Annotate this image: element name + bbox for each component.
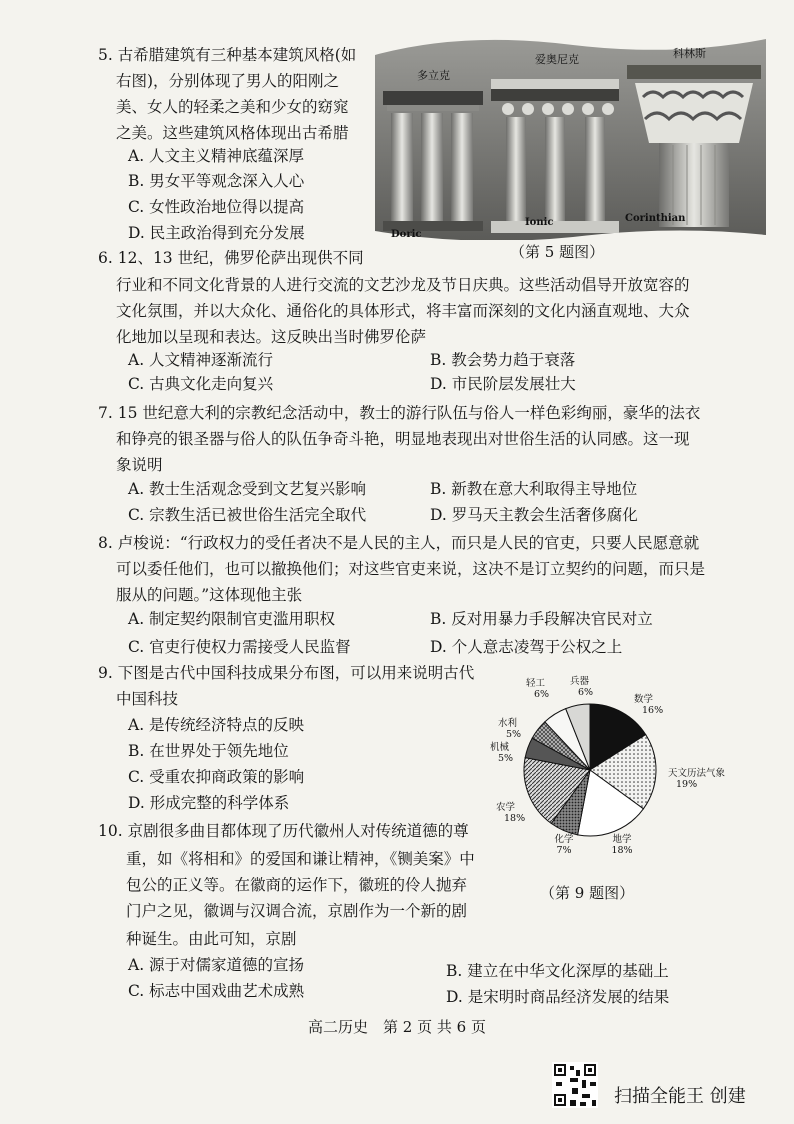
q8-option-a: A. 制定契约限制官吏滥用职权	[128, 610, 336, 628]
pie-category-label: 化学	[554, 834, 574, 845]
q8-line: 8. 卢梭说：“行政权力的受任者决不是人民的主人，而只是人民的官吏，只要人民愿意就	[98, 534, 700, 552]
q5-option-d: D. 民主政治得到充分发展	[128, 224, 305, 242]
figure-5-caption: （第 5 题图）	[510, 243, 605, 261]
pie-value-label: 5%	[506, 729, 522, 740]
pie-category-label: 水利	[498, 718, 518, 729]
ionic-en-label: Ionic	[525, 217, 554, 228]
pie-value-label: 18%	[611, 845, 633, 856]
q10-line: 10. 京剧很多曲目都体现了历代徽州人对传统道德的尊	[98, 822, 469, 840]
pie-value-label: 7%	[556, 845, 572, 856]
pie-category-label: 兵器	[570, 676, 590, 687]
q7-option-a: A. 教士生活观念受到文艺复兴影响	[128, 480, 367, 498]
q6-line: 文化氛围，并以大众化、通俗化的具体形式，将丰富而深刻的文化内涵直观地、大众	[116, 302, 690, 320]
q10-line: 重，如《将相和》的爱国和谦让精神，《铡美案》中	[126, 850, 475, 868]
q6-option-a: A. 人文精神逐渐流行	[128, 351, 274, 369]
q6-option-d: D. 市民阶层发展壮大	[430, 375, 576, 393]
pie-value-label: 18%	[504, 813, 526, 824]
q5-line: 之美。这些建筑风格体现出古希腊	[116, 124, 349, 142]
q5-option-c: C. 女性政治地位得以提高	[128, 198, 305, 216]
pie-slices	[524, 704, 656, 836]
q5-option-a: A. 人文主义精神底蕴深厚	[128, 147, 305, 165]
q10-line: 种诞生。由此可知，京剧	[126, 930, 297, 948]
pie-category-label: 数学	[634, 694, 654, 705]
q7-option-c: C. 宗教生活已被世俗生活完全取代	[128, 506, 367, 524]
q7-option-b: B. 新教在意大利取得主导地位	[430, 480, 638, 498]
q6-option-b: B. 教会势力趋于衰落	[430, 351, 576, 369]
q7-line: 象说明	[116, 456, 163, 474]
q6-line: 化地加以呈现和表达。这反映出当时佛罗伦萨	[116, 328, 427, 346]
q8-line: 服从的问题。”这体现他主张	[116, 586, 303, 604]
q7-line: 7. 15 世纪意大利的宗教纪念活动中，教士的游行队伍与俗人一样色彩绚丽，豪华的法衣	[98, 404, 701, 422]
q8-option-c: C. 官吏行使权力需接受人民监督	[128, 638, 351, 656]
q10-line: 门户之见，徽调与汉调合流，京剧作为一个新的剧	[126, 902, 468, 920]
q10-option-b: B. 建立在中华文化深厚的基础上	[446, 962, 669, 980]
q7-line: 和铮亮的银圣器与俗人的队伍争奇斗艳，明显地表现出对世俗生活的认同感。这一现	[116, 430, 690, 448]
page-footer: 高二历史 第 2 页 共 6 页	[308, 1018, 486, 1036]
q5-line: 右图)，分别体现了男人的阳刚之	[116, 72, 340, 90]
q10-option-d: D. 是宋明时商品经济发展的结果	[446, 988, 670, 1006]
q9-option-b: B. 在世界处于领先地位	[128, 742, 289, 760]
q5-option-b: B. 男女平等观念深入人心	[128, 172, 305, 190]
doric-en-label: Doric	[391, 229, 422, 240]
ionic-cn-label: 爱奥尼克	[535, 53, 579, 66]
q10-line: 包公的正义等。在徽商的运作下，徽班的伶人抛弃	[126, 876, 468, 894]
greek-columns-figure	[373, 35, 768, 240]
q10-option-c: C. 标志中国戏曲艺术成熟	[128, 982, 305, 1000]
pie-category-label: 天文历法气象	[668, 768, 726, 779]
pie-category-label: 机械	[490, 742, 510, 753]
q6-line: 行业和不同文化背景的人进行交流的文艺沙龙及节日庆典。这些活动倡导开放宽容的	[116, 276, 690, 294]
q9-line: 9. 下图是古代中国科技成果分布图，可以用来说明古代	[98, 664, 475, 682]
corinthian-cn-label: 科林斯	[673, 47, 706, 60]
pie-category-label: 农学	[496, 802, 516, 813]
qr-code-icon	[552, 1062, 598, 1108]
q9-line: 中国科技	[116, 690, 179, 708]
q5-line: 5. 古希腊建筑有三种基本建筑风格(如	[98, 46, 357, 64]
tech-distribution-pie-chart	[472, 672, 772, 872]
scanner-watermark: 扫描全能王 创建	[614, 1086, 746, 1107]
doric-cn-label: 多立克	[417, 69, 450, 82]
q8-option-b: B. 反对用暴力手段解决官民对立	[430, 610, 653, 628]
figure-9-caption: （第 9 题图）	[540, 884, 635, 902]
q8-option-d: D. 个人意志凌驾于公权之上	[430, 638, 623, 656]
pie-category-label: 地学	[612, 834, 632, 845]
q9-option-d: D. 形成完整的科学体系	[128, 794, 290, 812]
pie-value-label: 6%	[578, 687, 594, 698]
pie-value-label: 5%	[498, 753, 514, 764]
pie-value-label: 19%	[676, 779, 698, 790]
q8-line: 可以委任他们，也可以撤换他们；对这些官吏来说，这决不是订立契约的问题，而只是	[116, 560, 706, 578]
q5-line: 美、女人的轻柔之美和少女的窈窕	[116, 98, 349, 116]
q9-option-a: A. 是传统经济特点的反映	[128, 716, 305, 734]
corinthian-en-label: Corinthian	[625, 213, 686, 224]
q10-option-a: A. 源于对儒家道德的宣扬	[128, 956, 305, 974]
pie-category-label: 轻工	[526, 678, 546, 689]
pie-value-label: 6%	[534, 689, 550, 700]
q6-line: 6. 12、13 世纪，佛罗伦萨出现供不同	[98, 249, 364, 267]
q7-option-d: D. 罗马天主教会生活奢侈腐化	[430, 506, 638, 524]
q9-option-c: C. 受重农抑商政策的影响	[128, 768, 305, 786]
q6-option-c: C. 古典文化走向复兴	[128, 375, 274, 393]
pie-value-label: 16%	[642, 705, 664, 716]
